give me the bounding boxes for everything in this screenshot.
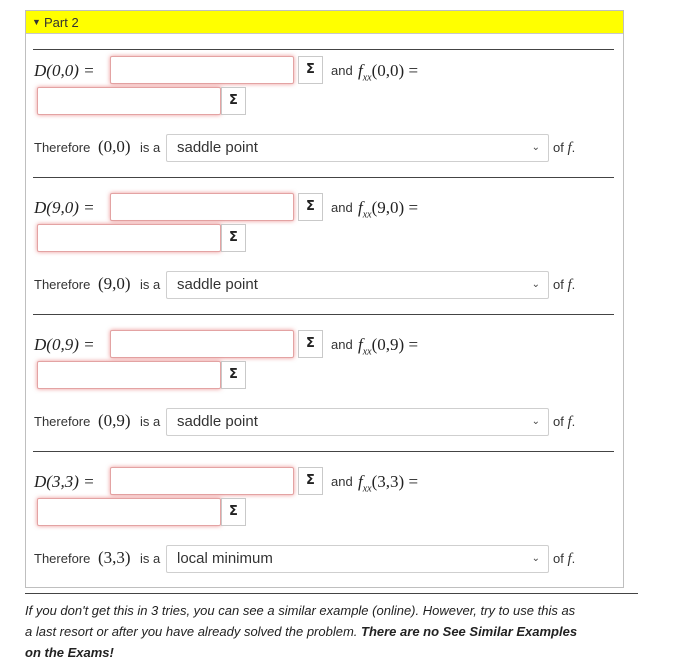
point-label: (9,0) xyxy=(98,274,131,293)
classification-select[interactable] xyxy=(166,134,549,162)
sigma-icon[interactable]: Σ xyxy=(298,193,323,221)
classification-value: saddle point xyxy=(177,276,258,293)
chevron-down-icon: ⌄ xyxy=(531,416,540,427)
sigma-icon[interactable]: Σ xyxy=(298,330,323,358)
sigma-icon[interactable]: Σ xyxy=(298,56,323,84)
fxx-value-input[interactable] xyxy=(37,224,221,252)
f-symbol: f xyxy=(567,277,572,293)
classification-value: saddle point xyxy=(177,413,258,430)
sigma-icon[interactable]: Σ xyxy=(221,224,246,252)
of-text: of xyxy=(553,140,564,155)
of-text: of xyxy=(553,551,564,566)
classification-value: local minimum xyxy=(177,550,273,567)
therefore-text: Therefore xyxy=(34,551,91,566)
fxx-label xyxy=(358,198,418,220)
footer-line-3 xyxy=(25,642,630,663)
is-a-text: is a xyxy=(140,551,161,566)
d-value-input[interactable] xyxy=(110,330,294,358)
f-symbol: f xyxy=(567,140,572,156)
sigma-icon[interactable]: Σ xyxy=(221,87,246,115)
fxx-sub: xx xyxy=(362,346,372,358)
d-label-text: D(3,3) = xyxy=(34,472,95,491)
row-divider xyxy=(33,314,614,315)
and-text: and xyxy=(331,474,353,489)
fxx-f: f xyxy=(358,472,363,491)
is-a-text: is a xyxy=(140,277,161,292)
and-text: and xyxy=(331,63,353,78)
is-a-text: is a xyxy=(140,140,161,155)
footer-line-1: If you don't get this in 3 tries, you can see a similar example (online). However, try to use this as xyxy=(25,603,576,618)
chevron-down-icon: ⌄ xyxy=(531,279,540,290)
of-text: of xyxy=(553,277,564,292)
period: . xyxy=(571,140,576,155)
of-f-text xyxy=(553,551,575,568)
d-label-text: D(0,9) = xyxy=(34,335,95,354)
of-f-text xyxy=(553,414,575,431)
therefore-text: Therefore xyxy=(34,414,91,429)
period: . xyxy=(571,277,576,292)
fxx-label xyxy=(358,61,418,83)
sigma-icon[interactable]: Σ xyxy=(221,498,246,526)
and-text: and xyxy=(331,200,353,215)
footer-line-2b: There are no See Similar Examples xyxy=(361,624,578,639)
part-header[interactable] xyxy=(26,11,623,34)
collapse-triangle-icon[interactable]: ▼ xyxy=(32,17,41,27)
is-a-text: is a xyxy=(140,414,161,429)
chevron-down-icon: ⌄ xyxy=(531,553,540,564)
fxx-sub: xx xyxy=(362,72,372,84)
classification-value: saddle point xyxy=(177,139,258,156)
d-label-text: D(0,0) = xyxy=(34,61,95,80)
part-title: Part 2 xyxy=(44,15,79,30)
footer-line-2a: a last resort or after you have already solved the problem. xyxy=(25,624,362,639)
footer-line-3-text: on the Exams! xyxy=(25,645,114,660)
fxx-label xyxy=(358,472,418,494)
fxx-arg: (0,9) = xyxy=(371,335,419,354)
f-symbol: f xyxy=(567,551,572,567)
row-divider xyxy=(33,451,614,452)
d-value-input[interactable] xyxy=(110,193,294,221)
sigma-icon[interactable]: Σ xyxy=(298,467,323,495)
fxx-f: f xyxy=(358,335,363,354)
classification-select[interactable] xyxy=(166,545,549,573)
point-label: (3,3) xyxy=(98,548,131,567)
fxx-f: f xyxy=(358,198,363,217)
fxx-arg: (0,0) = xyxy=(371,61,419,80)
d-value-input[interactable] xyxy=(110,467,294,495)
fxx-sub: xx xyxy=(362,209,372,221)
fxx-value-input[interactable] xyxy=(37,361,221,389)
d-label xyxy=(34,198,95,218)
d-label xyxy=(34,472,95,492)
footer-line-2 xyxy=(25,621,630,642)
fxx-value-input[interactable] xyxy=(37,87,221,115)
footer-note xyxy=(25,600,630,663)
classification-select[interactable] xyxy=(166,271,549,299)
d-label xyxy=(34,61,95,81)
fxx-f: f xyxy=(358,61,363,80)
sigma-icon[interactable]: Σ xyxy=(221,361,246,389)
row-divider xyxy=(33,177,614,178)
row-divider xyxy=(33,49,614,50)
period: . xyxy=(571,551,576,566)
fxx-arg: (3,3) = xyxy=(371,472,419,491)
fxx-sub: xx xyxy=(362,483,372,495)
chevron-down-icon: ⌄ xyxy=(531,142,540,153)
and-text: and xyxy=(331,337,353,352)
fxx-arg: (9,0) = xyxy=(371,198,419,217)
of-text: of xyxy=(553,414,564,429)
f-symbol: f xyxy=(567,414,572,430)
footer-divider xyxy=(25,593,638,594)
fxx-label xyxy=(358,335,418,357)
therefore-text: Therefore xyxy=(34,277,91,292)
point-label: (0,0) xyxy=(98,137,131,156)
of-f-text xyxy=(553,140,575,157)
fxx-value-input[interactable] xyxy=(37,498,221,526)
classification-select[interactable] xyxy=(166,408,549,436)
of-f-text xyxy=(553,277,575,294)
point-label: (0,9) xyxy=(98,411,131,430)
period: . xyxy=(571,414,576,429)
d-value-input[interactable] xyxy=(110,56,294,84)
d-label xyxy=(34,335,95,355)
therefore-text: Therefore xyxy=(34,140,91,155)
d-label-text: D(9,0) = xyxy=(34,198,95,217)
